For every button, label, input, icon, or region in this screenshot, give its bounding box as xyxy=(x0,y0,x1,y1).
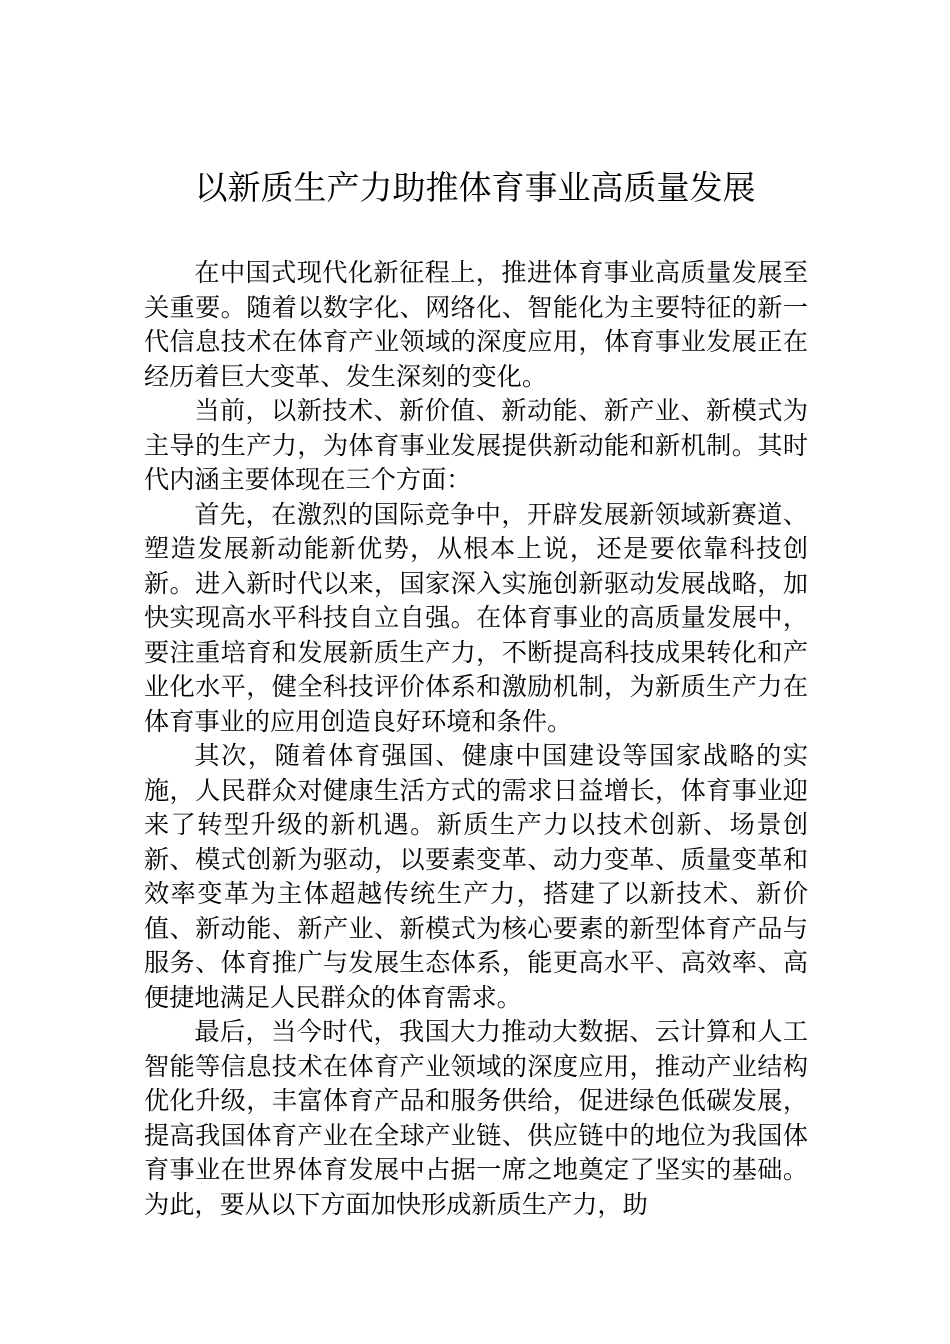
paragraph-4: 其次，随着体育强国、健康中国建设等国家战略的实施，人民群众对健康生活方式的需求日益增长，体育事业迎来了转型升级的新机遇。新质生产力以技术创新、场景创新、模式创新为驱动，以要素变革、动力变革、质量变革和效率变革为主体超越传统生产力，搭建了以新技术、新价值、新动能、新产业、新模式为核心要素的新型体育产品与服务、体育推广与发展生态体系，能更高水平、高效率、高便捷地满足人民群众的体育需求。 xyxy=(144,741,808,1012)
paragraph-1: 在中国式现代化新征程上，推进体育事业高质量发展至关重要。随着以数字化、网络化、智能化为主要特征的新一代信息技术在体育产业领域的深度应用，体育事业发展正在经历着巨大变革、发生深刻的变化。 xyxy=(144,258,808,391)
paragraph-5: 最后，当今时代，我国大力推动大数据、云计算和人工智能等信息技术在体育产业领域的深度应用，推动产业结构优化升级，丰富体育产品和服务供给，促进绿色低碳发展，提高我国体育产业在全球产业链、供应链中的地位为我国体育事业在世界体育发展中占据一席之地奠定了坚实的基础。为此，要从以下方面加快形成新质生产力，助 xyxy=(144,1017,808,1219)
paragraph-2: 当前，以新技术、新价值、新动能、新产业、新模式为主导的生产力，为体育事业发展提供新动能和新机制。其时代内涵主要体现在三个方面： xyxy=(144,396,808,494)
document-body xyxy=(144,256,808,1222)
paragraph-3: 首先，在激烈的国际竞争中，开辟发展新领域新赛道、塑造发展新动能新优势，从根本上说，还是要依靠科技创新。进入新时代以来，国家深入实施创新驱动发展战略，加快实现高水平科技自立自强。在体育事业的高质量发展中，要注重培育和发展新质生产力，不断提高科技成果转化和产业化水平，健全科技评价体系和激励机制，为新质生产力在体育事业的应用创造良好环境和条件。 xyxy=(144,499,808,736)
document-title: 以新质生产力助推体育事业高质量发展 xyxy=(194,168,756,207)
